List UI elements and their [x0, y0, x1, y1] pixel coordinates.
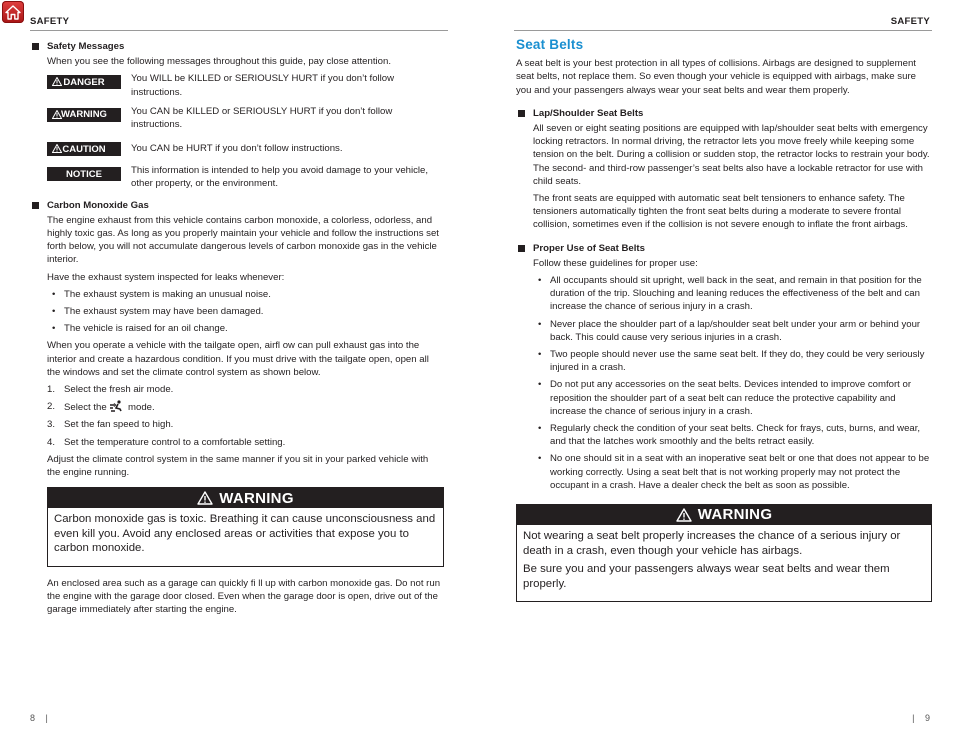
carbon-monoxide-body: [30, 214, 444, 617]
proper-use-intro: Follow these guidelines for proper use:: [533, 257, 698, 269]
warning-triangle-icon: [52, 77, 62, 86]
page-number: 8: [30, 713, 36, 723]
list-item: • Regularly check the condition of your seat belts. Check for frays, cuts, burns, and wear, and that the latches work smoothly and the belts retract easily.: [533, 422, 932, 448]
list-item: 3. Set the fan speed to high.: [47, 419, 174, 431]
warning-triangle-icon: [52, 144, 62, 153]
co-warning-box: [47, 487, 444, 567]
proper-use-bullet-list: [533, 274, 932, 492]
warning-triangle-icon: [676, 508, 692, 522]
lap-shoulder-body: [516, 122, 932, 232]
proper-use-body: [516, 257, 932, 492]
caution-label: CAUTION: [47, 142, 121, 156]
warning-box-header: WARNING: [517, 505, 931, 525]
list-item: • Do not put any accessories on the seat belts. Devices intended to improve comfort or reposition the shoulder part of a seat belt can reduce the protective capability and increase the chance of serious injury in a crash.: [533, 378, 932, 418]
lap-shoulder-paragraph-2: The front seats are equipped with automatic seat belt tensioners to enhance safety. The tensioners automatically tighten the front seat belts during a moderate to severe frontal collision, sometimes even if the collision is not severe enough to inflate the front airbags.: [533, 193, 908, 231]
page-footer-left: [30, 713, 48, 723]
exhaust-bullet-list: [47, 288, 444, 336]
list-item: • All occupants should sit upright, well back in the seat, and remain in that position for the duration of the trip. Slouching and leaning reduces the effectiveness of the belt and can increase the chance of serious injury in a crash.: [533, 274, 932, 314]
warning-triangle-icon: [52, 110, 62, 119]
left-content: [30, 40, 444, 620]
message-row-danger: [47, 72, 444, 98]
message-row-notice: [47, 164, 444, 190]
lap-shoulder-paragraph-1: All seven or eight seating positions are equipped with lap/shoulder seat belts with emergency locking retractors. In normal driving, the retractor lets you move freely while keeping some tension on the belt. During a collision or sudden stop, the retractor locks to restrain your body. The second- and third-row passenger’s seat belts also have a lockable retractor for use with child seats.: [533, 123, 930, 187]
running-head-right: SAFETY: [890, 16, 930, 27]
list-item: • No one should sit in a seat with an inoperative seat belt or one that does not appear to be working correctly. Using a seat belt that is not working properly may not protect the occupant in a crash. Have a dealer check the belt as soon as possible.: [533, 452, 932, 492]
co-paragraph-3: When you operate a vehicle with the tailgate open, airfl ow can pull exhaust gas into the interior and create a hazardous condition. If you must drive with the tailgate open, open all the windows and set the climate control system as shown below.: [47, 340, 429, 378]
danger-text: You WILL be KILLED or SERIOUSLY HURT if you don’t follow instructions.: [131, 73, 395, 98]
caution-text: You CAN be HURT if you don’t follow instructions.: [131, 143, 343, 155]
list-item: • The vehicle is raised for an oil change.: [47, 322, 444, 335]
square-bullet-icon: [32, 202, 39, 209]
square-bullet-icon: [518, 245, 525, 252]
page-separator: |: [45, 713, 48, 723]
page-footer-right: [912, 713, 930, 723]
warning-triangle-icon: [197, 491, 213, 505]
warning-box-body: Not wearing a seat belt properly increases the chance of a serious injury or death in a crash, even though your vehicle has airbags. Be sure you and your passengers always wear seat belts and wear them properly.: [523, 530, 901, 590]
list-item: • Never place the shoulder part of a lap/shoulder seat belt under your arm or behind your back. This could cause very serious injuries in a crash.: [533, 318, 932, 344]
co-paragraph-2: Have the exhaust system inspected for leaks whenever:: [47, 271, 285, 283]
list-item: 1. Select the fresh air mode.: [47, 384, 174, 396]
carbon-monoxide-heading: Carbon Monoxide Gas: [30, 199, 444, 212]
notice-text: This information is intended to help you avoid damage to your vehicle, other property, or the environment.: [131, 165, 429, 190]
running-head-left: SAFETY: [30, 16, 70, 27]
list-item: • The exhaust system may have been damaged.: [47, 305, 444, 318]
right-content: [516, 38, 932, 612]
list-item: 2. Select the mode.: [47, 401, 155, 414]
message-list: [30, 72, 444, 190]
list-item: • Two people should never use the same seat belt. If they do, they could be very seriously injured in a crash.: [533, 348, 932, 374]
list-item: 4. Set the temperature control to a comfortable setting.: [47, 436, 286, 448]
safety-messages-intro: When you see the following messages throughout this guide, pay close attention.: [47, 56, 391, 68]
square-bullet-icon: [518, 110, 525, 117]
message-row-warning: [47, 105, 444, 131]
climate-steps-list: [47, 383, 444, 449]
page-number: 9: [924, 713, 930, 723]
seat-belt-warning-box: [516, 504, 932, 602]
lap-shoulder-heading: Lap/Shoulder Seat Belts: [516, 107, 932, 120]
seat-belts-intro: A seat belt is your best protection in all types of collisions. Airbags are designed to supplement seat belts, not replace them. So even though your vehicle is equipped with airbags, make sure you and your passengers always wear your seat belts and wear them properly.: [516, 58, 916, 96]
home-icon: [5, 5, 21, 20]
message-row-caution: [47, 139, 444, 156]
co-paragraph-4: Adjust the climate control system in the same manner if you sit in your parked vehicle with the engine running.: [47, 453, 429, 479]
warning-box-header: WARNING: [48, 488, 443, 508]
warning-label: WARNING: [47, 108, 121, 122]
warning-box-body: Carbon monoxide gas is toxic. Breathing it can cause unconsciousness and even kill you. Avoid any enclosed areas or activities that expose you to carbon monoxide.: [54, 513, 436, 555]
co-paragraph-1: The engine exhaust from this vehicle contains carbon monoxide, a colorless, odorless, and highly toxic gas. As long as you properly maintain your vehicle and follow the instructions set forth below, you will not accumulate dangerous levels of carbon monoxide gas in the vehicle interior.: [47, 214, 439, 266]
danger-label: DANGER: [47, 75, 121, 89]
header-rule: [30, 30, 448, 31]
co-paragraph-5: An enclosed area such as a garage can quickly fi ll up with carbon monoxide gas. Do not run the engine with the garage door closed. Even when the garage door is open, drive out of the garage immediately after starting the engine.: [47, 577, 441, 616]
warning-text: You CAN be KILLED or SERIOUSLY HURT if you don’t follow instructions.: [131, 105, 393, 131]
header-rule: [514, 30, 932, 31]
home-button[interactable]: [2, 1, 24, 23]
list-item: • The exhaust system is making an unusual noise.: [47, 288, 444, 301]
page-title: Seat Belts: [516, 37, 584, 52]
notice-label: NOTICE: [47, 167, 121, 181]
proper-use-heading: Proper Use of Seat Belts: [516, 242, 932, 255]
page-separator: |: [912, 713, 915, 723]
floor-vent-mode-icon: [109, 400, 125, 412]
right-page: [480, 0, 960, 738]
square-bullet-icon: [32, 43, 39, 50]
safety-messages-heading: Safety Messages: [30, 40, 444, 53]
